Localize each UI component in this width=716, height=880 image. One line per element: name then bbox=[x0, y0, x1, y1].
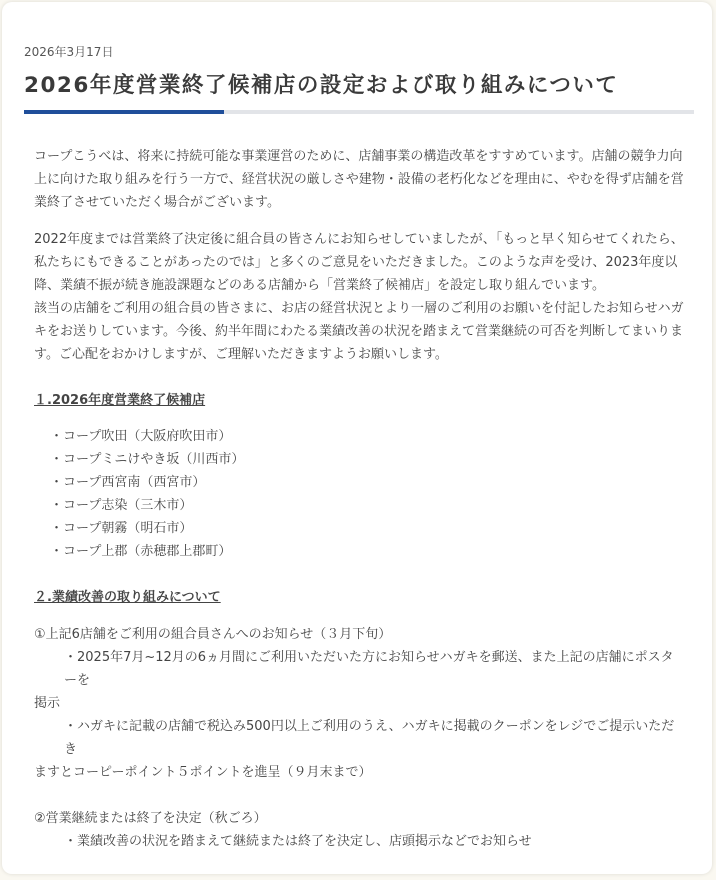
publish-date: 2026年3月17日 bbox=[24, 45, 114, 59]
page-title: 2026年度営業終了候補店の設定および取り組みについて bbox=[24, 73, 619, 98]
notice-bullet-coupon-cont: ますとコーピーポイント５ポイントを進呈（９月末まで） bbox=[34, 765, 372, 780]
intro-paragraph-2: 2022年度までは営業終了決定後に組合員の皆さんにお知らせしていましたが、「もっと早く知らせてくれたら、私たちにもできることがあったのでは」と多くのご意見をいただきました。このような声を受け、2023年度以降、業績不振が続き施設課題などのある店舗から「営業終了候補店」を設定し取り組んでいます。 bbox=[34, 232, 684, 293]
store-list bbox=[34, 425, 686, 563]
store-item: ・コープ西宮南（西宮市） bbox=[50, 475, 206, 490]
article-body bbox=[34, 145, 686, 853]
decision-item-title: ②営業継続または終了を決定（秋ごろ） bbox=[34, 811, 267, 826]
intro-paragraph-3: 該当の店舗をご利用の組合員の皆さまに、お店の経営状況とより一層のご利用のお願いを付記したお知らせハガキをお送りしています。今後、約半年間にわたる業績改善の状況を踏まえて営業継続の可否を判断してまいります。ご心配をおかけしますが、ご理解いただきますようお願いします。 bbox=[34, 301, 684, 362]
notice-bullet-postcard: ・2025年7月~12月の6ヵ月間にご利用いただいた方にお知らせハガキを郵送、また上記の店舗にポスターを bbox=[64, 650, 674, 688]
title-underline-accent bbox=[24, 110, 224, 114]
article-card bbox=[2, 2, 712, 874]
intro-paragraph-1: コープこうべは、将来に持続可能な事業運営のために、店舗事業の構造改革をすすめています。店舗の競争力向上に向けた取り組みを行う一方で、経営状況の厳しさや建物・設備の老朽化などを理由に、やむを得ず店舗を営業終了させていただく場合がございます。 bbox=[34, 149, 684, 210]
notice-item-title: ①上記6店舗をご利用の組合員さんへのお知らせ（３月下旬） bbox=[34, 627, 392, 642]
notice-bullet-postcard-cont: 掲示 bbox=[34, 696, 61, 711]
store-item: ・コープ上郡（赤穂郡上郡町） bbox=[50, 544, 232, 559]
store-item: ・コープミニけやき坂（川西市） bbox=[50, 452, 245, 467]
store-item: ・コープ志染（三木市） bbox=[50, 498, 193, 513]
notice-bullet-coupon: ・ハガキに記載の店舗で税込み500円以上ご利用のうえ、ハガキに掲載のクーポンをレジでご提示いただき bbox=[64, 719, 675, 757]
decision-bullet: ・業績改善の状況を踏まえて継続または終了を決定し、店頭掲示などでお知らせ bbox=[64, 834, 532, 849]
store-item: ・コープ吹田（大阪府吹田市） bbox=[50, 429, 232, 444]
section-heading-stores: １.2026年度営業終了候補店 bbox=[34, 393, 206, 408]
section-heading-improvement: ２.業績改善の取り組みについて bbox=[34, 590, 221, 605]
store-item: ・コープ朝霧（明石市） bbox=[50, 521, 193, 536]
title-underline bbox=[24, 110, 694, 114]
